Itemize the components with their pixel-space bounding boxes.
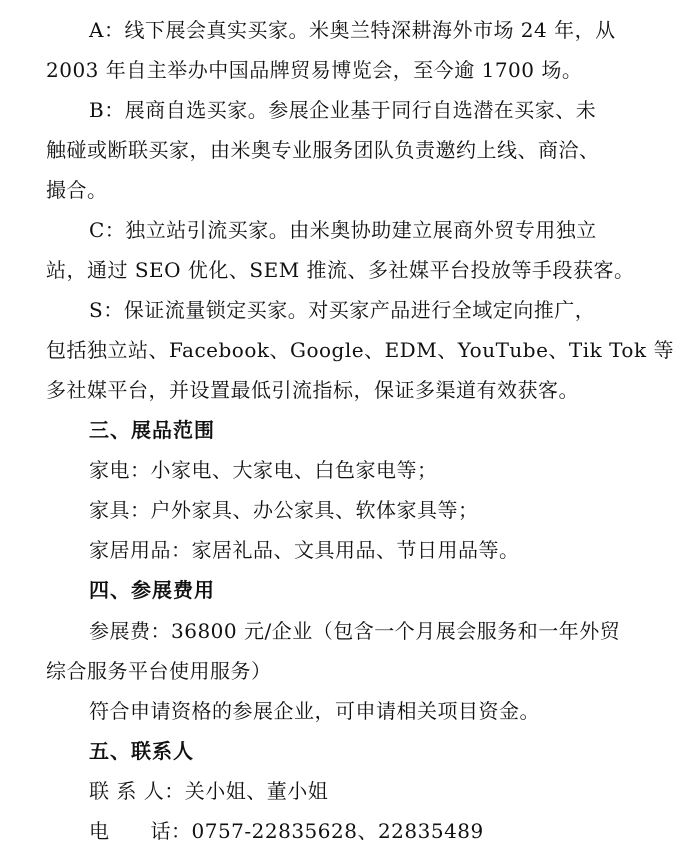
- contact-person: 联 系 人：关小姐、董小姐: [89, 779, 329, 803]
- fees-line-1: 参展费：36800 元/企业（包含一个月展会服务和一年外贸: [89, 619, 621, 643]
- paragraph-s-line-2: 包括独立站、Facebook、Google、EDM、YouTube、Tik Tok 等: [46, 338, 674, 362]
- paragraph-b-line-1: B：展商自选买家。参展企业基于同行自选潜在买家、未: [89, 98, 597, 122]
- fees-line-2: 综合服务平台使用服务）: [46, 659, 272, 683]
- scope-item-furniture: 家具：户外家具、办公家具、软体家具等；: [89, 498, 479, 522]
- contact-heading: 五、联系人: [89, 739, 194, 763]
- paragraph-a-line-2: 2003 年自主举办中国品牌贸易博览会，至今逾 1700 场。: [46, 58, 583, 82]
- scope-heading: 三、展品范围: [89, 418, 215, 442]
- paragraph-b-line-3: 撮合。: [46, 178, 108, 202]
- scope-item-home-goods: 家居用品：家居礼品、文具用品、节日用品等。: [89, 538, 520, 562]
- paragraph-c-line-2: 站，通过 SEO 优化、SEM 推流、多社媒平台投放等手段获客。: [46, 258, 635, 282]
- paragraph-b-line-2: 触碰或断联买家，由米奥专业服务团队负责邀约上线、商洽、: [46, 138, 600, 162]
- paragraph-c-line-1: C：独立站引流买家。由米奥协助建立展商外贸专用独立: [89, 218, 597, 242]
- paragraph-a-line-1: A：线下展会真实买家。米奥兰特深耕海外市场 24 年，从: [89, 18, 616, 42]
- paragraph-s-line-1: S：保证流量锁定买家。对买家产品进行全域定向推广，: [89, 298, 596, 322]
- scope-item-appliances: 家电：小家电、大家电、白色家电等；: [89, 458, 438, 482]
- paragraph-s-line-3: 多社媒平台，并设置最低引流指标，保证多渠道有效获客。: [46, 378, 579, 402]
- fees-line-3: 符合申请资格的参展企业，可申请相关项目资金。: [89, 699, 540, 723]
- fees-heading: 四、参展费用: [89, 578, 215, 602]
- contact-phone: 电 话：0757-22835628、22835489: [89, 819, 484, 843]
